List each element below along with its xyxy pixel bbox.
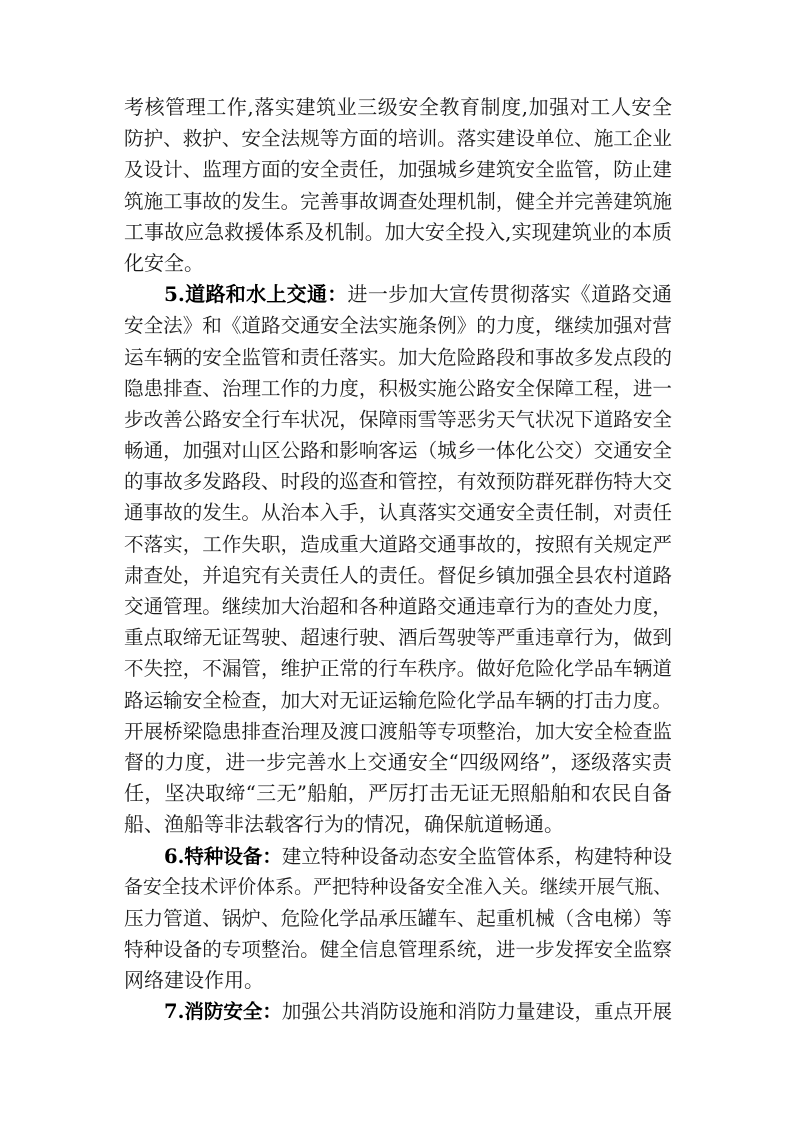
text-line — [124, 591, 672, 622]
text-line — [124, 622, 672, 653]
line-text: 备安全技术评价体系。严把特种设备安全准入关。继续开展气瓶、 — [124, 875, 672, 898]
line-text: 任，坚决取缔“三无”船舶，严厉打击无证无照船舶和农民自备 — [124, 781, 672, 806]
line-text: 进一步加大宣传贯彻落实《道路交通 — [347, 282, 672, 307]
text-line — [124, 529, 672, 560]
text-line — [124, 560, 672, 591]
section-heading: 5.道路和水上交通： — [164, 282, 348, 307]
text-line — [124, 872, 672, 903]
text-line — [124, 310, 672, 341]
body-text — [124, 92, 672, 1028]
text-line — [124, 404, 672, 435]
text-line — [124, 186, 672, 217]
line-text: 督的力度，进一步完善水上交通安全“四级网络”，逐级落实责 — [124, 749, 672, 774]
text-line — [124, 903, 672, 934]
section-heading-line — [124, 279, 672, 310]
line-text: 船、渔船等非法载客行为的情况，确保航道畅通。 — [124, 812, 564, 837]
text-line — [124, 373, 672, 404]
section-heading-line — [124, 996, 672, 1027]
text-line — [124, 747, 672, 778]
line-text: 考核管理工作,落实建筑业三级安全教育制度,加强对工人安全 — [124, 95, 672, 119]
text-line — [124, 653, 672, 684]
line-text: 开展桥梁隐患排查治理及渡口渡船等专项整治，加大安全检查监 — [124, 719, 672, 743]
line-text: 肃查处，并追究有关责任人的责任。督促乡镇加强全县农村道路 — [124, 563, 672, 587]
text-line — [124, 716, 672, 747]
line-text: 步改善公路安全行车状况，保障雨雪等恶劣天气状况下道路安全 — [124, 407, 672, 431]
text-line — [124, 809, 672, 840]
text-line — [124, 778, 672, 809]
section-heading: 7.消防安全： — [164, 1000, 282, 1024]
section-heading-line — [124, 841, 672, 872]
line-text: 防护、救护、安全法规等方面的培训。落实建设单位、施工企业 — [124, 127, 672, 151]
line-text: 网络建设作用。 — [124, 968, 264, 993]
line-text: 加强公共消防设施和消防力量建设，重点开展 — [281, 1000, 672, 1024]
text-line — [124, 965, 672, 996]
section-heading: 6.特种设备： — [164, 844, 282, 868]
line-text: 建立特种设备动态安全监管体系，构建特种设 — [281, 844, 672, 868]
line-text: 特种设备的专项整治。健全信息管理系统，进一步发挥安全监察 — [124, 938, 672, 962]
line-text: 安全法》和《道路交通安全法实施条例》的力度，继续加强对营 — [124, 314, 672, 338]
line-text: 工事故应急救援体系及机制。加大安全投入,实现建筑业的本质 — [124, 219, 672, 244]
text-line — [124, 154, 672, 185]
line-text: 筑施工事故的发生。完善事故调查处理机制，健全并完善建筑施 — [124, 189, 672, 213]
text-line — [124, 92, 672, 123]
line-text: 及设计、监理方面的安全责任，加强城乡建筑安全监管，防止建 — [124, 158, 672, 182]
line-text: 畅通，加强对山区公路和影响客运（城乡一体化公交）交通安全 — [124, 439, 672, 463]
line-text: 压力管道、锅炉、危险化学品承压罐车、起重机械（含电梯）等 — [124, 906, 672, 930]
line-text: 运车辆的安全监管和责任落实。加大危险路段和事故多发点段的 — [124, 345, 672, 369]
line-text: 隐患排查、治理工作的力度，积极实施公路安全保障工程，进一 — [124, 376, 672, 400]
text-line — [124, 342, 672, 373]
text-line — [124, 497, 672, 528]
line-text: 路运输安全检查，加大对无证运输危险化学品车辆的打击力度。 — [124, 688, 672, 712]
line-text: 化安全。 — [124, 250, 204, 275]
text-line — [124, 934, 672, 965]
text-line — [124, 466, 672, 497]
text-line — [124, 435, 672, 466]
line-text: 交通管理。继续加大治超和各种道路交通违章行为的查处力度， — [124, 595, 672, 618]
line-text: 重点取缔无证驾驶、超速行驶、酒后驾驶等严重违章行为，做到 — [124, 626, 672, 650]
line-text: 通事故的发生。从治本入手，认真落实交通安全责任制，对责任 — [124, 501, 672, 525]
text-line — [124, 248, 672, 279]
text-line — [124, 217, 672, 248]
text-line — [124, 685, 672, 716]
line-text: 的事故多发路段、时段的巡查和管控，有效预防群死群伤特大交 — [124, 470, 672, 494]
text-line — [124, 123, 672, 154]
line-text: 不落实，工作失职，造成重大道路交通事故的，按照有关规定严 — [124, 532, 672, 556]
line-text: 不失控，不漏管，维护正常的行车秩序。做好危险化学品车辆道 — [124, 657, 672, 681]
